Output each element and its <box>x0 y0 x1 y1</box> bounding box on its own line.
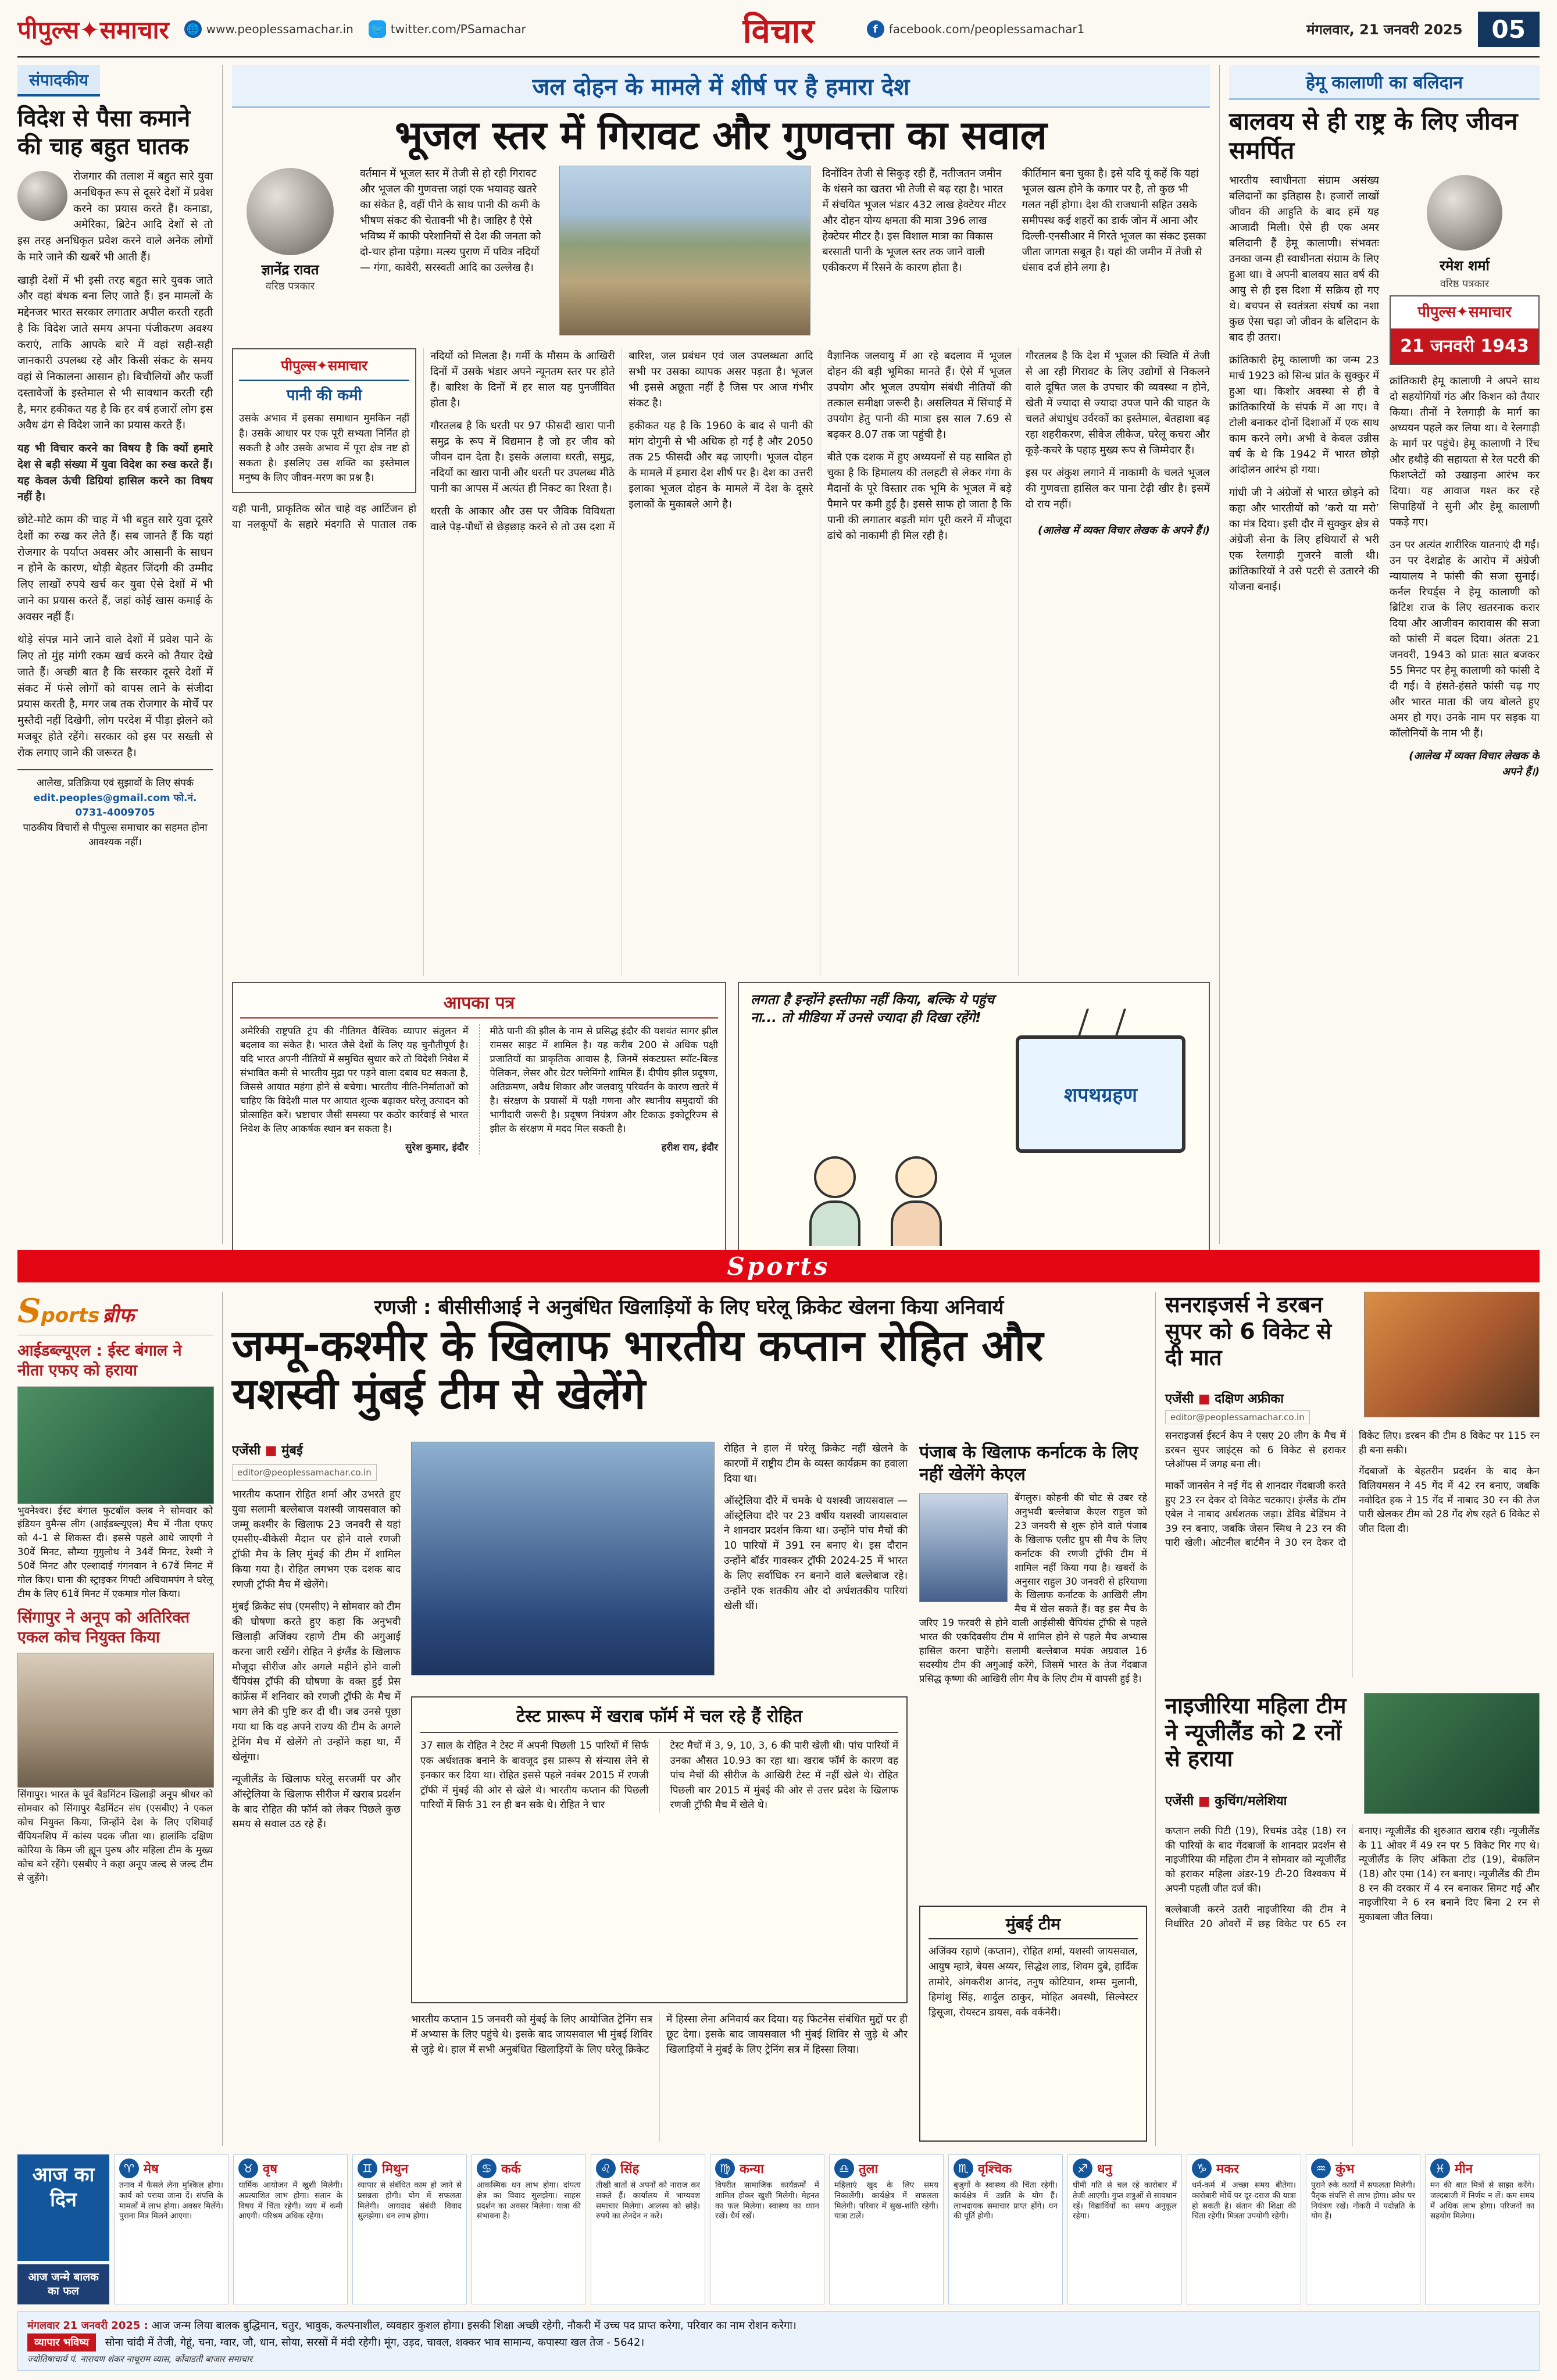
capricorn-icon: ♑ <box>1192 2159 1212 2178</box>
cricketers-photo <box>411 1442 715 1675</box>
contact-email[interactable]: edit.peoples@gmail.com फो.नं. 0731-4009705 <box>33 792 197 819</box>
hemu-author-photo <box>1427 175 1502 251</box>
center-bottom-row <box>232 982 1210 1255</box>
cartoon-person <box>809 1156 861 1243</box>
hemu-ending: (आलेख में व्यक्त विचार लेखक के अपने हैं।) <box>1409 749 1540 778</box>
groundwater-kicker: जल दोहन के मामले में शीर्ष पर है हमारा देश <box>232 65 1210 108</box>
page-number: 05 <box>1478 12 1540 47</box>
paragraph: में हिस्सा लेना अनिवार्य कर दिया। यह फिटनेस संबंधित मुद्दों पर ही छूट देगा। इसके बाद जायसवाल भी मुंबई शिविर से जुड़े थे और खिलाड़ियों ने मुंबई के लिए ट्रेनिंग सत्र में हिस्सा लिया। <box>666 2014 908 2056</box>
kl-headline: पंजाब के खिलाफ कर्नाटक के लिए नहीं खेलेंगे केएल <box>919 1442 1138 1485</box>
virgo-icon: ♍ <box>715 2159 735 2178</box>
ranji-paragraphs-3 <box>724 1442 908 1614</box>
ranji-paragraphs-below <box>411 2013 908 2065</box>
page-title: विचार <box>742 10 815 51</box>
nigeria-team-photo <box>1364 1693 1540 1814</box>
globe-icon: 🌐 <box>184 20 202 38</box>
mumbai-team-players: अजिंक्य रहाणे (कप्तान), रोहित शर्मा, यशस्वी जायसवाल, आयुष म्हात्रे, बेयस अय्यर, सिद्धेश लाड, शिवम दुबे, हार्दिक तामोरे, अंगकरीश आनंद, तनुष कोटियान, शम्स मुलानी, हिमांशु सिंह, शार्दुल ठाकुर, मोहित अवस्थी, सिल्वेस्टर ड्रिसूजा, रोयस्टन डायस, वर्क वर्कनेरी। <box>929 1946 1138 2019</box>
zodiac-cell-kanya: ♍ कन्या विपरीत सामाजिक कार्यक्रमों में शामिल होकर खुशी मिलेगी। मेहनत का फल मिलेगा। स्वास्थ्य का ध्यान रखें। धैर्य रखें। <box>710 2154 824 2304</box>
river-photo <box>559 166 810 335</box>
brief-logo-hindi: ब्रीफ <box>102 1304 134 1327</box>
paragraph: सनराइजर्स ईस्टर्न केप ने एसए 20 लीग के मैच में डरबन सुपर जाइंट्स को 6 विकेट से हराकर प्लेऑफ्स में जगह बना ली। <box>1165 1430 1346 1471</box>
horoscope-strip <box>17 2154 1540 2304</box>
twitter-link[interactable] <box>369 20 526 38</box>
libra-icon: ♎ <box>834 2159 854 2178</box>
zodiac-cell-meen: ♓ मीन मन की बात मित्रों से साझा करेंगे। जल्दबाजी में निर्णय न लें। कम समय में अधिक लाभ होगा। परिजनों का सहयोग मिलेगा। <box>1425 2154 1540 2304</box>
author-role: वरिष्ठ पत्रकार <box>265 280 315 293</box>
facebook-text[interactable]: facebook.com/peoplessamachar1 <box>888 22 1085 36</box>
paragraph: क्रांतिकारी हेमू कालाणी ने अपने साथ दो सहयोगियों गंठ और किशन को तैयार किया। तीनों ने रेलगाड़ी के मार्ग का अध्ययन पहले कर लिया था। वे रेलगाड़ी के मार्ग पर पहुंचे। हेमू कालाणी ने रिंच और हथौड़े की सहायता से रेल पटरी की फिशप्लेटों को उखाड़ना आरंभ कर दिया। यह आवाज गश्त कर रहे सिपाहियों ने सुनी और हेमू कालाणी पकड़े गए। <box>1390 374 1540 528</box>
ranji-byline: एजेंसी ■ मुंबई <box>232 1443 303 1458</box>
kl-rahul-article <box>919 1442 1147 1899</box>
sunrisers-byline: एजेंसी ■ दक्षिण अफ्रीका editor@peoplessamachar.co.in <box>1165 1389 1310 1431</box>
groundwater-top-col-3: कीर्तिमान बना चुका है। इसे यदि यूं कहें कि यहां भूजल खत्म होने के कगार पर है, तो कुछ भी गलत नहीं होगा। देश की राजधानी सहित उसके समीपस्थ कई शहरों का डार्क जोन में आना और दिल्ली-एनसीआर में गिरते भूजल का संकट इसका जीता जागता सबूत है। यहां की जमीन में तेजी से धंसाव दर्ज होने लगा है। <box>1022 167 1206 274</box>
nigeria-body <box>1165 1824 1540 2146</box>
zodiac-cell-mesh: ♈ मेष तनाव में फैसले लेना मुश्किल होगा। कार्य को पराया जाना दें। संपत्ति के मामलों में लाभ होगा। अवसर मिलेंगे। पुराना मित्र मिलने आएगा। <box>114 2154 228 2304</box>
zodiac-cell-kumbh: ♒ कुंभ पुराने रुके कार्यों में सफलता मिलेगी। पैतृक संपत्ति से लाभ होगा। क्रोध पर नियंत्रण रखें। नौकरी में पदोन्नति के योग हैं। <box>1306 2154 1420 2304</box>
paragraph: गेंदबाजों के बेहतरीन प्रदर्शन के बाद केन विलियमसन ने 45 गेंद में 42 रन बनाए, जबकि नवोदित हक ने 15 गेंद में नाबाद 30 रन की तेज पारी खेलकर टीम को 28 गेंद शेष रहते 6 विकेट से जीत दिला दी। <box>1359 1466 1540 1535</box>
header-rule <box>17 56 1540 58</box>
author-role: वरिष्ठ पत्रकार <box>1440 277 1490 290</box>
sports-right-column <box>1165 1292 1540 2146</box>
cartoon-person-body <box>809 1200 860 1246</box>
water-shortage-box <box>232 348 416 493</box>
editorial-column <box>17 65 213 1244</box>
footer-band <box>17 2311 1540 2371</box>
sports-brief-column <box>17 1292 213 2146</box>
groundwater-top-col-2: दिनोंदिन तेजी से सिकुड़ रही हैं, नतीजतन जमीन के धंसने का खतरा भी तेजी से बढ़ रहा है। भारत में संचयित भूजल भंडार 432 लाख हेक्टेयर मीटर और दोहन योग्य क्षमता की मात्रा 396 लाख हेक्टेयर मीटर है। इस विशाल मात्रा का विकास बरसाती पानी के भूजल स्तर तक जाने वाली एकीकरण में रिसने के कारण होता है। <box>822 167 1006 274</box>
paragraph: उन पर अत्यंत शारीरिक यातनाएं दी गईं। उन पर देशद्रोह के आरोप में अंग्रेजी न्यायालय ने फांसी की सजा सुनाई। कर्नल रिचर्ड्स ने हेमू कालाणी को ब्रिटिश राज के लिए खतरनाक करार दिया और आजीवन कारावास की सजा को फांसी में बदल दिया। अंततः 21 जनवरी, 1943 को प्रातः सात बजकर 55 मिनट पर हेमू कालाणी को फांसी दे दी गई। वे हंसते-हंसते फांसी चढ़ गए और भारत माता की जय बोलते हुए अमर हो गए। उनके नाम पर सड़क या कॉलोनियों के नाम भी हैं। <box>1390 538 1540 739</box>
cartoon-person-body <box>891 1200 942 1246</box>
contact-line: आलेख, प्रतिक्रिया एवं सुझावों के लिए संपर्क <box>36 777 194 789</box>
byline-square: ■ <box>265 1443 277 1458</box>
brand-logo: पीपुल्स✦समाचार <box>17 15 169 44</box>
masthead <box>17 5 1540 53</box>
cartoon-person-head <box>814 1156 856 1198</box>
groundwater-article <box>222 65 1220 1244</box>
brief-body-1: भुवनेश्वर। ईस्ट बंगाल फुटबॉल क्लब ने सोमवार को इंडियन वुमैन्स लीग (आईडब्ल्यूएल) मैच में नीता एफए को 4-1 से शिकस्त दी। इससे पहले आधे जाएगी ने 30वें मिनट, सौम्या गुगुलोथ ने 34वें मिनट, रेश्मी ने 50वें मिनट और एल्शादाई गंगनवान ने 67वें मिनट में गोल किए। घाना की स्ट्राइकर गिफ्टी अचियामपंग ने घरेलू टीम के लिए 61वें मिनट में एकमात्र गोल किया। <box>17 1505 213 1600</box>
cartoon-speech-bubble: लगता है इन्होंने इस्तीफा नहीं किया, बल्कि ये पहुंच ना... तो मीडिया में उनसे ज्यादा ही दिखा रहेंगे! <box>751 992 994 1026</box>
ranji-continuation <box>411 2013 908 2142</box>
editor-email[interactable]: editor@peoplessamachar.co.in <box>232 1464 377 1481</box>
editorial-cartoon <box>738 982 1210 1255</box>
rohit-box-col-1: 37 साल के रोहित ने टेस्ट में अपनी पिछली 15 पारियों में सिर्फ एक अर्धशतक बनाने के बावजूद इस प्रारूप से संन्यास लेने से इनकार कर दिया था। रोहित इससे पहले नवंबर 2015 में रणजी ट्रॉफी में मुंबई की ओर से खेले थे। भारतीय कप्तान की पिछली पारियों में सिर्फ 31 रन ही बन सके थे। रोहित ने चार <box>420 1740 649 1811</box>
zodiac-cell-vrishchik: ♏ वृश्चिक बुजुर्गों के स्वास्थ्य की चिंता रहेगी। कार्यक्षेत्र में उन्नति के योग हैं। लाभदायक समाचार प्राप्त होंगे। धन की पूर्ति होगी। <box>948 2154 1063 2304</box>
birth-prediction-line <box>27 2318 1530 2333</box>
groundwater-ending: (आलेख में व्यक्त विचार लेखक के अपने हैं।) <box>1037 524 1210 537</box>
paragraph: यही पानी, प्राकृतिक स्रोत चाहे वह आर्टिजन हो या नलकूपों के सहारे मंदगति से पाताल तक नदियों को मिलता है। गर्मी के मौसम के आखिरी दिनों में उसके भंडार अपने न्यूनतम स्तर पर होते हैं। बारिश के दिनों में हर साल यह पुनर्जीवित होता है। <box>232 350 615 531</box>
rohit-form-box <box>411 1696 908 2003</box>
hemu-paragraphs-b <box>1390 373 1540 741</box>
sports-brief-logo <box>17 1292 213 1330</box>
cartoon-tv <box>1016 1035 1185 1153</box>
author-name: ज्ञानेंद्र रावत <box>261 262 319 278</box>
hemu-author-card <box>1390 175 1540 292</box>
editorial-highlight: यह भी विचार करने का विषय है कि क्यों हमारे देश से बड़ी संख्या में युवा विदेश का रुख करते हैं। यह केवल ऊंची डिग्रियां हासिल करने का विषय नहीं है। <box>17 442 213 503</box>
aquarius-icon: ♒ <box>1311 2159 1331 2178</box>
football-match-photo <box>17 1386 214 1504</box>
groundwater-author-photo <box>247 168 334 255</box>
anniversary-date: 21 जनवरी 1943 <box>1391 328 1538 364</box>
paragraph: मुंबई क्रिकेट संघ (एमसीए) ने सोमवार को टीम की घोषणा करते हुए कहा कि अनुभवी खिलाड़ी अजिंक्य रहाणे टीम की अगुआई करना जारी रखेंगे। रोहित ने इंग्लैंड के खिलाफ मौजूदा सीरीज और अगले महीने होने वाली चैंपियंस ट्रॉफी की घोषणा के वक्त हुई प्रेस कांफ्रेंस में शनिवार को रणजी ट्रॉफी के मैच में भाग लेने की पुष्टि कर दी थी। जब उनसे पूछा गया था कि वह अपने राज्य की टीम के अगले ट्रेनिंग मैच में खेलेंगे तो उन्होंने कहा था, मैं खेलूंगा। <box>232 1600 401 1763</box>
zodiac-cell-mithun: ♊ मिथुन व्यापार से संबंधित काम हो जाने से प्रसन्नता होगी। योग में सफलता मिलेगी। जायदाद संबंधी विवाद सुलझेगा। धन लाभ होगा। <box>352 2154 467 2304</box>
groundwater-author-card <box>232 166 348 340</box>
zodiac-cell-vrish: ♉ वृष धार्मिक आयोजन में खुशी मिलेगी। अप्रत्याशित लाभ होगा। संतान के विषय में चिंता रहेगी। व्यय में कमी आएगी। परिश्रम अधिक रहेगा। <box>233 2154 348 2304</box>
leo-icon: ♌ <box>596 2159 616 2178</box>
cartoon-person <box>890 1156 942 1243</box>
paragraph: रोहित ने हाल में घरेलू क्रिकेट नहीं खेलने के कारणों में राष्ट्रीय टीम के व्यस्त कार्यक्रम का हवाला दिया था। <box>724 1443 908 1485</box>
paragraph: इस पर अंकुश लगाने में नाकामी के चलते भूजल की गुणवत्ता हासिल कर पाना टेढ़ी खीर है। इसमें दो राय नहीं। <box>1025 467 1210 511</box>
kl-body: बेंगलुरु। कोहनी की चोट से उबर रहे अनुभवी बल्लेबाज केएल राहुल को 23 जनवरी से शुरू होने वाले पंजाब के खिलाफ एलीट ग्रुप सी मैच के लिए कर्नाटक की रणजी ट्रॉफी टीम में शामिल नहीं किया गया है। खबरों के अनुसार राहुल 30 जनवरी से हरियाणा के खिलाफ कर्नाटक के आखिरी लीग मैच में खेल सकते हैं। वह इस मैच के जरिए 19 फरवरी से होने वाली आईसीसी चैंपियंस ट्रॉफी से पहले भारत की एकदिवसीय टीम में शामिल होने से पहले मैच अभ्यास हासिल करना चाहेंगे। सलामी बल्लेबाज मयंक अग्रवाल 16 सदस्यीय टीम की अगुआई करेंगे, जिसमें भारत के तेज गेंदबाज प्रसिद्ध कृष्णा की आखिरी लीग मैच के लिए टीम में वापसी हुई है। <box>919 1492 1147 1684</box>
business-forecast-label: व्यापार भविष्य <box>27 2333 96 2352</box>
paragraph: बल्लेबाजी करने उतरी नाइजीरिया की टीम ने निर्धारित 20 ओवरों में छह विकेट पर 65 रन बनाए। न्यूजीलैंड की शुरुआत खराब रही। न्यूजीलैंड के 11 ओवर में 49 रन पर 5 विकेट गिर गए थे। न्यूजीलैंड के लिए अंकिता टोड (19), बेकलिन (18) और एमा (14) रन बनाए। न्यूजीलैंड की टीम 8 रन की दरकार में 4 रन बनाकर सिमट गई और नाइजीरिया ने 6 रन बनाने दिए बिना 2 रन से मुकाबला जीत लिया। <box>1165 1825 1540 1930</box>
astrologer-credit: ज्योतिषाचार्य पं. नारायण शंकर नाथूराम व्यास, कोंवाडती बाजार समाचार <box>27 2354 252 2364</box>
paragraph: मार्को जानसेन ने नई गेंद से शानदार गेंदबाजी करते हुए 23 रन देकर दो विकेट चटकाए। इंग्लैंड के टॉम एबेल ने नाबाद अर्धशतक जड़ा। डेविड बेडिंघम ने 39 रन बनाए, जबकि जेसन स्मिथ ने 23 रन की पारी खेली। ओटनील बार्टमैन ने 30 रन देकर दो विकेट लिए। डरबन की टीम 8 विकेट पर 115 रन ही बना सकी। <box>1165 1430 1540 1549</box>
editorial-author-photo <box>17 171 67 221</box>
anniversary-brand: पीपुल्स✦समाचार <box>1417 303 1512 321</box>
nigeria-byline: एजेंसी ■ कुचिंग/मलेशिया <box>1165 1794 1287 1809</box>
box-text: उसके अभाव में इसका समाधान मुमकिन नहीं है। उसके आधार पर एक पूरी सभ्यता निर्मित हो सकती है और उसके अभाव में पूरा क्षेत्र नष्ट हो सकता है। इसलिए उस शक्ति का इस्तेमाल मनुष्य के लिए जीवन-मरण का प्रश्न है। <box>239 413 410 484</box>
paragraph: हकीकत यह है कि 1960 के बाद से पानी की मांग दोगुनी से भी अधिक हो गई है और 2050 तक 25 फीसदी और बढ़ जाएगी। भूजल दोहन के मामले में हमारा देश शीर्ष पर है। देश का उत्तरी इलाका भूजल दोहन के मामले में देश के दूसरे इलाकों के मुकाबले आगे है। <box>628 420 813 511</box>
ranji-kicker: रणजी : बीसीसीआई ने अनुबंधित खिलाड़ियों के लिए घरेलू क्रिकेट खेलना किया अनिवार्य <box>374 1296 1004 1319</box>
zodiac-cell-tula: ♎ तुला महिलाएं खुद के लिए समय निकालेंगी। कार्यक्षेत्र में सफलता मिलेगी। परिवार में सुख-शांति रहेगी। यात्रा टालें। <box>829 2154 944 2304</box>
brief-logo-rest: ports <box>41 1304 100 1327</box>
sunrisers-headline: सनराइजर्स ने डरबन सुपर को 6 विकेट से दी मात <box>1165 1292 1332 1371</box>
tv-antenna <box>1077 1009 1126 1038</box>
groundwater-top-col-1: वर्तमान में भूजल स्तर में तेजी से हो रही गिरावट और भूजल की गुणवत्ता जहां एक भयावह खतरे का संकेत है, वहीं पीने के साथ पानी की कमी के भीषण संकट की चेतावनी भी है। जाहिर है ऐसे भविष्य में काफी परेशानियों से देश की जनता को दो-चार होना पड़ेगा। मत्स्य पुराण में पवित्र नदियों — गंगा, कावेरी, सरस्वती आदि का उल्लेख है। <box>360 167 541 274</box>
box-title: पानी की कमी <box>239 380 409 407</box>
letter-text: अमेरिकी राष्ट्रपति ट्रंप की नीतिगत वैश्विक व्यापार संतुलन में बदलाव का संकेत है। भारत जैसे देशों के लिए यह चुनौतीपूर्ण है। यदि भारत अपनी नीतियों में समुचित सुधार करे तो विदेशी निवेश में संभावित कमी से भारतीय मुद्रा पर पड़ने वाला दबाव घट सकता है, जिससे आयात महंगा होने से बचेगा। भारतीय नीति-निर्माताओं को चाहिए कि विदेशी माल पर आयात शुल्क बढ़ाकर घरेलू उत्पादन को प्रोत्साहित करें। भ्रष्टाचार जैसी समस्या पर कठोर कार्रवाई से भारत निवेश के लिए आकर्षक स्थान बन सकता है। <box>240 1025 469 1134</box>
groundwater-top-band <box>232 166 1210 340</box>
letter-text: मीठे पानी की झील के नाम से प्रसिद्ध इंदौर की यशवंत सागर झील रामसर साइट में शामिल है। यह करीब 200 से अधिक पक्षी प्रजातियों का प्राकृतिक आवास है, जिनमें संकटग्रस्त स्पॉट-बिल्ड पेलिकन, लेसर और ग्रेटर फ्लेमिंगो शामिल हैं। दीपीय झील प्रदूषण, अतिक्रमण, अवैध शिकार और जलवायु परिवर्तन के कारण खतरे में है। संरक्षण के प्रयासों में पक्षी गणना और स्थानीय समुदायों की भागीदारी जरूरी है। प्रदूषण नियंत्रण और टिकाऊ इकोटूरिज्म से झील के संरक्षण में मदद मिल सकती है। <box>490 1025 718 1134</box>
paragraph: न्यूजीलैंड के खिलाफ घरेलू सरजमीं पर और ऑस्ट्रेलिया के खिलाफ सीरीज में खराब प्रदर्शन के बाद रोहित की फॉर्म को लेकर पिछले कुछ समय से सवाल उठ रहे हैं। <box>232 1773 401 1831</box>
sunrisers-body <box>1165 1429 1540 1678</box>
brief-headline-1: आईडब्ल्यूएल : ईस्ट बंगाल ने नीता एफए को हराया <box>17 1342 182 1380</box>
groundwater-body-columns <box>232 348 1210 976</box>
editorial-contact <box>17 769 213 850</box>
letter-signature: हरीश राय, इंदौर <box>661 1141 718 1153</box>
letter-signature: सुरेश कुमार, इंदौर <box>405 1141 469 1153</box>
facebook-icon: f <box>867 20 884 38</box>
hemu-paragraphs-a <box>1229 173 1379 595</box>
ranji-col-1 <box>232 1442 401 2142</box>
paragraph: भारतीय कप्तान 15 जनवरी को मुंबई के लिए आयोजित ट्रेनिंग सत्र में अभ्यास के लिए पहुंचे थे। इसके बाद जायसवाल भी मुंबई शिविर से जुड़े थे। हाल में सभी अनुबंधित खिलाड़ियों के लिए घरेलू क्रिकेट <box>411 2014 652 2056</box>
paragraph: छोटे-मोटे काम की चाह में भी बहुत सारे युवा दूसरे देशों का रुख कर लेते हैं। सब जानते हैं कि यहां रोजगार के पर्याप्त अवसर और आसानी के साधन न होने के कारण, थोड़ी बेहतर जिंदगी की उम्मीद लिए लाखों रुपये खर्च कर युवा ऐसे देशों में भी जाने का प्रयास करते हैं, जहां कोई खास कमाई के अवसर नहीं हैं। <box>17 514 213 623</box>
hemu-label: हेमू कालाणी का बलिदान <box>1229 65 1540 100</box>
hemu-headline: बालवय से ही राष्ट्र के लिए जीवन समर्पित <box>1229 107 1518 165</box>
editorial-body <box>17 169 213 761</box>
twitter-text[interactable]: twitter.com/PSamachar <box>390 22 526 36</box>
business-forecast-line <box>27 2333 1530 2352</box>
zodiac-cell-kark: ♋ कर्क आकस्मिक धन लाभ होगा। दांपत्य क्षेत्र का विवाद सुलझेगा। साहस प्रदर्शन का अवसर मिलेगा। यात्रा की संभावना है। <box>472 2154 586 2304</box>
kl-rahul-photo <box>919 1493 1008 1602</box>
taurus-icon: ♉ <box>238 2159 258 2178</box>
anniversary-box <box>1390 295 1540 365</box>
rohit-box-title: टेस्ट प्रारूप में खराब फॉर्म में चल रहे हैं रोहित <box>420 1703 898 1733</box>
mumbai-team-box <box>919 1906 1147 2142</box>
footer-date-label: मंगलवार 21 जनवरी 2025 : <box>27 2320 148 2332</box>
brief-headline-2: सिंगापुर ने अनूप को अतिरिक्त एकल कोच नियुक्त किया <box>17 1608 190 1646</box>
facebook-link[interactable] <box>867 20 1085 38</box>
paragraph: धरती के आकार और उस पर जैविक विविधता वाले पेड़-पौधों से छेड़छाड़ करने से तो उस दशा में बारिश, जल प्रबंधन एवं जल उपलब्धता आदि सभी पर उसका व्यापक असर पड़ता है। भूजल भी इससे अछूता नहीं है जिस पर आज गंभीर संकट है। <box>430 350 813 534</box>
business-forecast-text: सोना चांदी में तेजी, गेहूं, चना, ग्वार, जौ, धान, सोया, सरसों में मंदी रहेगी। मूंग, उड़द, चावल, शक्कर भाव सामान्य, कपास्या खल तेज - 5642। <box>105 2336 645 2349</box>
ranji-col-3 <box>724 1442 908 1692</box>
editorial-headline: विदेश से पैसा कमाने की चाह बहुत घातक <box>17 105 191 160</box>
paragraph: कप्तान लकी पिटी (19), रिचमंड उदेह (18) रन की पारियों के बाद गेंदबाजों के शानदार प्रदर्शन से नाइजीरिया की महिला टीम ने सोमवार को न्यूजीलैंड को हराकर महिला अंडर-19 टी-20 विश्वकप में अपनी पहली जीत दर्ज की। <box>1165 1825 1346 1895</box>
mumbai-team-title: मुंबई टीम <box>929 1913 1138 1939</box>
editor-email[interactable]: editor@peoplessamachar.co.in <box>1165 1410 1310 1424</box>
ranji-paragraphs-1 <box>232 1488 401 1833</box>
rohit-box-col-2: टेस्ट मैचों में 3, 9, 10, 3, 6 की पारी खेली थी। पांच पारियों में उनका औसत 10.93 का रहा था। खराब फॉर्म के कारण वह पांच मैचों की सीरीज के आखिरी टेस्ट में नहीं खेले थे। रोहित पिछली बार 2015 में मुंबई की ओर से उत्तर प्रदेश के खिलाफ रणजी ट्रॉफी मैच में खेले थे। <box>659 1739 899 1813</box>
sports-banner: Sports <box>17 1250 1540 1282</box>
letter-item <box>479 1024 719 1154</box>
nigeria-headline: नाइजीरिया महिला टीम ने न्यूजीलैंड को 2 रनों से हराया <box>1165 1693 1347 1772</box>
letters-box <box>232 982 726 1255</box>
letters-title: आपका पत्र <box>240 990 718 1019</box>
paragraph: खाड़ी देशों में भी इसी तरह बहुत सारे युवक जाते और वहां बंधक बना लिए जाते हैं। इन मामलों के मद्देनजर भारत सरकार लगातार अपील करती रहती है कि विदेश जाते समय अपना पंजीकरण अवश्य कराएं, ताकि आपके बारे में वहां सही-सही जानकारी उपलब्ध रहे और किसी संकट के समय वहां से निकालना आसान हो। बिचौलियों और फर्जी दस्तावेजों के इस्तेमाल से भी सावधान करती रही है, मगर हकीकत यह है कि हर वर्ष हजारों लोग इस अवैध ढंग से विदेश जाने का प्रयास करते हैं। <box>17 274 213 432</box>
zodiac-cell-dhanu: ♐ धनु धीमी गति से चल रहे कारोबार में तेजी आएगी। गुप्त शत्रुओं से सावधान रहें। विद्यार्थियों का समय अनुकूल रहेगा। <box>1067 2154 1182 2304</box>
gemini-icon: ♊ <box>358 2159 377 2178</box>
brief-logo-s: S <box>17 1292 41 1330</box>
paragraph: ऑस्ट्रेलिया दौरे में चमके थे यशस्वी जायसवाल — ऑस्ट्रेलिया दौरे पर 23 वर्षीय यशस्वी जायसवाल ने शानदार प्रदर्शन किया था। उन्होंने पांच मैचों की 10 पारियों में 391 रन बनाए थे। इस दौरान उन्होंने बॉर्डर गावस्कर ट्रॉफी 2024-25 में भारत के लिए सर्वाधिक रन बनाने वाले बल्लेबाज रहे। उन्होंने एक शतकीय और दो अर्धशतकीय पारियां खेली थीं। <box>724 1495 908 1612</box>
paragraph: गौरतलब है कि धरती पर 97 फीसदी खारा पानी समुद्र के रूप में विद्यमान है जो हर जीव को जीवन दान देता है। इसके अलावा धरती, समुद्र, नदियों का खारा पानी और धरती पर उपलब्ध मीठे पानी का आपस में अत्यंत ही निकट का रिश्ता है। <box>430 420 615 495</box>
horoscope-title: आज का दिन <box>17 2154 109 2261</box>
paragraph: गौरतलब है कि देश में भूजल की स्थिति में तेजी से आ रही गिरावट के लिए उद्योगों से निकलने वाले दूषित जल के उपचार की व्यवस्था न होने, खेती में ज्यादा से ज्यादा उपज पाने की चाहत के चलते अंधाधुंध उर्वरकों का इस्तेमाल, बेतहाशा बढ़ रहा शहरीकरण, सीवेज लीकेज, घरेलू कचरा और कूड़े-कचरे के पहाड़ मुख्य रूप से जिम्मेदार हैं। <box>1025 350 1210 457</box>
zodiac-cell-makar: ♑ मकर धर्म-कर्म में अच्छा समय बीतेगा। कारोबारी मोर्चे पर दूर-दराज की यात्रा हो सकती है। संतान की शिक्षा की चिंता रहेगी। मित्रता उपयोगी रहेगी। <box>1187 2154 1301 2304</box>
edition-date: मंगलवार, 21 जनवरी 2025 <box>1306 21 1463 38</box>
website-link[interactable] <box>184 20 353 38</box>
author-name: रमेश शर्मा <box>1440 257 1490 274</box>
footer-prediction-text: आज जन्म लिया बालक बुद्धिमान, चतुर, भावुक, कल्पनाशील, व्यवहार कुशल होगा। इसकी शिक्षा अच्छी रहेगी, नौकरी में उच्च पद प्राप्त करेगा, परिवार का नाम रोशन करेगा। <box>151 2320 797 2332</box>
sagittarius-icon: ♐ <box>1073 2159 1092 2178</box>
paragraph: वैज्ञानिक जलवायु में आ रहे बदलाव में भूजल दोहन की बड़ी भूमिका मानते हैं। ऐसे में भूजल उपयोग और भूजल उपयोग संबंधी नीतियों की तत्काल समीक्षा जरूरी है। असलियत में सिंचाई में उपयोग हेतु पानी की मात्रा इस साल 7.69 से बढ़कर 8.07 तक जा पहुंची है। <box>827 350 1012 441</box>
badminton-coach-photo <box>17 1653 214 1788</box>
twitter-icon: 🐦 <box>369 20 386 38</box>
ranji-headline: जम्मू-कश्मीर के खिलाफ भारतीय कप्तान रोहित और यशस्वी मुंबई टीम से खेलेंगे <box>232 1321 1044 1419</box>
sunrisers-photo <box>1364 1292 1540 1417</box>
birth-result-label: आज जन्मे बालक का फल <box>17 2264 109 2304</box>
paragraph: रोजगार की तलाश में बहुत सारे युवा अनधिकृत रूप से दूसरे देशों में प्रवेश करने का प्रयास करते हैं। कनाडा, अमेरिका, ब्रिटेन आदि देशों से तो इस तरह अनधिकृत प्रवेश करने वाले अनेक लोगों के मारे जाने की खबरें भी आती हैं। <box>17 170 213 263</box>
ranji-article <box>222 1292 1156 2146</box>
hemu-col-a <box>1229 173 1379 1196</box>
paragraph: थोड़े संपन्न माने जाने वाले देशों में प्रवेश पाने के लिए तो मुंह मांगी रकम खर्च करने को तैयार देखे जाते हैं। अच्छी बात है कि सरकार दूसरे देशों में संकट में फंसे लोगों को वापस लाने के संजीदा प्रयास करती है, मगर जब तक रोजगार के मोर्चे पर मुस्तैदी नहीं दिखेगी, लोग परदेश में पीड़ा झेलने को मजबूर होते रहेंगे। सरकार को इस पर सख्ती से रोक लगाए जाने की जरूरत है। <box>17 634 213 759</box>
hemu-col-b <box>1390 173 1540 1196</box>
brief-body-2: सिंगापुर। भारत के पूर्व बैडमिंटन खिलाड़ी अनूप श्रीधर को सोमवार को सिंगापुर बैडमिंटन संघ (एसबीए) ने एकल कोच नियुक्त किया, जिन्होंने देश के लिए एशियाई चैंपियनशिप में कांस्य पदक जीता था। हालांकि दक्षिण कोरिया के किम जी ह्यून पुरुष और महिला टीम के मुख्य कोच बने रहेंगे। एसबीए ने कहा अनूप जल्द से जल्द टीम से जुड़ेंगे। <box>17 1789 213 1884</box>
groundwater-headline: भूजल स्तर में गिरावट और गुणवत्ता का सवाल <box>395 113 1047 159</box>
aries-icon: ♈ <box>119 2159 139 2178</box>
contact-disclaimer: पाठकीय विचारों से पीपुल्स समाचार का सहमत होना आवश्यक नहीं। <box>23 821 208 849</box>
letter-item <box>240 1024 469 1154</box>
zodiac-cell-singh: ♌ सिंह तीखी बातों से अपनों को नाराज कर सकते हैं। कार्यालय में भाग्यवश समाचार मिलेगा। आलस्य को छोड़ें। रुपये का लेनदेन न करें। <box>591 2154 705 2304</box>
paragraph: भारतीय स्वाधीनता संग्राम असंख्य बलिदानों का इतिहास है। हजारों लाखों जीवन की आहुति के बाद हमें यह आजादी मिली। ऐसे ही एक अमर बलिदानी हैं हेमू कालाणी। संभवतः उनका जन्म ही स्वाधीनता संग्राम के लिए हुआ था। वे अपनी बालवय सात वर्ष की आयु से ही इस दिशा में सक्रिय हो गए थे। बचपन से स्वतंत्रता संघर्ष का नशा कुछ ऐसा चढ़ा जो जीवन के बलिदान के बाद ही उतरा। <box>1229 174 1379 344</box>
letters-body <box>240 1024 718 1154</box>
hemu-body <box>1229 173 1540 1196</box>
pisces-icon: ♓ <box>1430 2159 1450 2178</box>
paragraph: क्रांतिकारी हेमू कालाणी का जन्म 23 मार्च 1923 को सिन्ध प्रांत के सुक्कुर में हुआ था। किशोर अवस्था से ही वे क्रांतिकारियों के संपर्क में आ गए। वे टोली बनाकर दोनों दिशाओं में एक साथ काम करने लगे। अभी वे केवल उन्नीस वर्ष के थे कि 1942 में भारत छोड़ो आंदोलन आरंभ हो गया। <box>1229 353 1379 476</box>
rohit-box-columns <box>420 1739 898 1813</box>
editorial-label: संपादकीय <box>17 65 100 97</box>
cancer-icon: ♋ <box>477 2159 497 2178</box>
website-text[interactable]: www.peoplessamachar.in <box>206 22 353 36</box>
nigeria-paragraphs <box>1165 1824 1540 1931</box>
box-brand: पीपुल्स✦समाचार <box>281 358 368 374</box>
paragraph: गांधी जी ने अंग्रेजों से भारत छोड़ने को कहा और भारतीयों को ‘करो या मरो’ का मंत्र दिया। इसी दौर में सुक्कुर क्षेत्र से अंग्रेजी सेना के लिए हथियारों से भरी एक रेलगाड़ी गुजरने वाली थी। क्रांतिकारियों ने उसे पटरी से उतारने की योजना बनाई। <box>1229 486 1379 593</box>
tv-screen-text: शपथग्रहण <box>1064 1084 1137 1107</box>
horoscope-header-column <box>17 2154 109 2304</box>
hemu-article <box>1229 65 1540 1244</box>
sunrisers-paragraphs <box>1165 1429 1540 1550</box>
cartoon-person-head <box>895 1156 937 1198</box>
scorpio-icon: ♏ <box>954 2159 973 2178</box>
editorial-paragraphs-2 <box>17 512 213 761</box>
paragraph: बीते एक दशक में हुए अध्ययनों से यह साबित हो चुका है कि हिमालय की तलहटी से लेकर गंगा के मैदानों के पूरे विस्तार तक भूमि के भूजल में बड़े पैमाने पर कमी हुई है। इससे साफ हो जाता है कि पानी की लगातार बढ़ती मांग पूरी करने में मौजूदा ढांचे को नाकामी ही मिल रही है। <box>827 451 1012 542</box>
paragraph: भारतीय कप्तान रोहित शर्मा और उभरते हुए युवा सलामी बल्लेबाज यशस्वी जायसवाल को जम्मू कश्मीर के खिलाफ 23 जनवरी से यहां एमसीए-बीकेसी मैदान पर होने वाले रणजी ट्रॉफी मैच के लिए मुंबई की टीम में शामिल किया गया है। रोहित लगभग एक दशक बाद रणजी ट्रॉफी मैच में खेलेंगे। <box>232 1488 401 1591</box>
